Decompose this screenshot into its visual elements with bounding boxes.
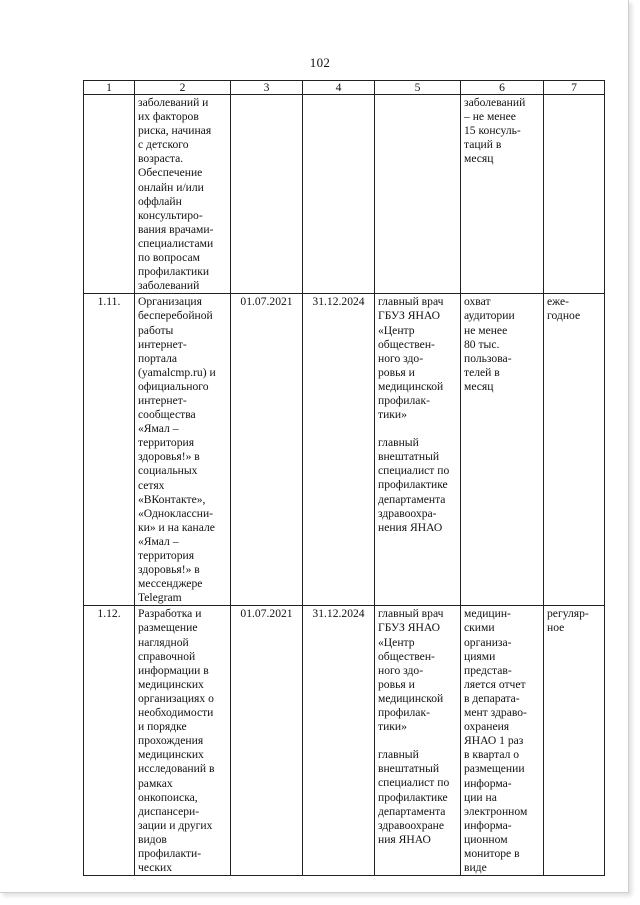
responsible-cell [375, 294, 461, 606]
indicator-cell: медицин- скими организа- циями представ- ляется отчет в депарата- мент здраво- охранеия ЯНАО 1 раз в квартал о размещении информа- ции на электронном информа- ционном мониторе в виде [461, 606, 544, 876]
responsible-primary: главный врач ГБУЗ ЯНАО «Центр обществен- ного здо- ровья и медицинской профилак- тики» [378, 607, 444, 734]
table-header-row [84, 81, 605, 95]
table-row [84, 294, 605, 606]
responsible-cell [375, 95, 461, 294]
responsible-primary: главный врач ГБУЗ ЯНАО «Центр обществен- ного здо- ровья и медицинской профилак- тики» [378, 295, 444, 422]
start-date: 01.07.2021 [231, 606, 303, 876]
header-cell: 7 [544, 81, 605, 95]
header-cell: 4 [303, 81, 375, 95]
header-cell: 3 [231, 81, 303, 95]
item-number [84, 95, 135, 294]
header-cell: 1 [84, 81, 135, 95]
plan-table [83, 80, 605, 876]
activity-cell: заболеваний и их факторов риска, начиная с детского возраста. Обеспечение онлайн и/или оффлайн консультиро- вания врачами- специалистами по вопросам профилактики заболеваний [135, 95, 231, 294]
item-number: 1.12. [84, 606, 135, 876]
responsible-secondary: главный внештатный специалист по профилактике департамента здравоохране ния ЯНАО [378, 748, 450, 846]
end-date: 31.12.2024 [303, 294, 375, 606]
header-cell: 2 [135, 81, 231, 95]
indicator-cell: охват аудитории не менее 80 тыс. пользова- телей в месяц [461, 294, 544, 606]
start-date: 01.07.2021 [231, 294, 303, 606]
end-date: 31.12.2024 [303, 606, 375, 876]
period-cell [544, 95, 605, 294]
responsible-secondary: главный внештатный специалист по профилактике департамента здравоохра- нения ЯНАО [378, 436, 450, 534]
header-cell: 6 [461, 81, 544, 95]
table-row [84, 95, 605, 294]
activity-cell: Организация бесперебойной работы интернет- портала (yamalcmp.ru) и официального интернет- сообщества «Ямал – территория здоровья!» в социальных сетях «ВКонтакте», «Одноклассни- ки» и на канале «Ямал – территория здоровья!» в мессенджере Telegram [135, 294, 231, 606]
activity-cell: Разработка и размещение наглядной справочной информации в медицинских организациях о необходимости и порядке прохождения медицинских исследований в рамках онкопоиска, диспансери- зации и других видов профилакти- ческих [135, 606, 231, 876]
responsible-cell [375, 606, 461, 876]
start-date [231, 95, 303, 294]
table-row [84, 606, 605, 876]
end-date [303, 95, 375, 294]
period-cell: еже- годное [544, 294, 605, 606]
period-cell: регуляр- ное [544, 606, 605, 876]
page-number: 102 [309, 55, 331, 70]
header-cell: 5 [375, 81, 461, 95]
indicator-cell: заболеваний – не менее 15 консуль- таций в месяц [461, 95, 544, 294]
item-number: 1.11. [84, 294, 135, 606]
